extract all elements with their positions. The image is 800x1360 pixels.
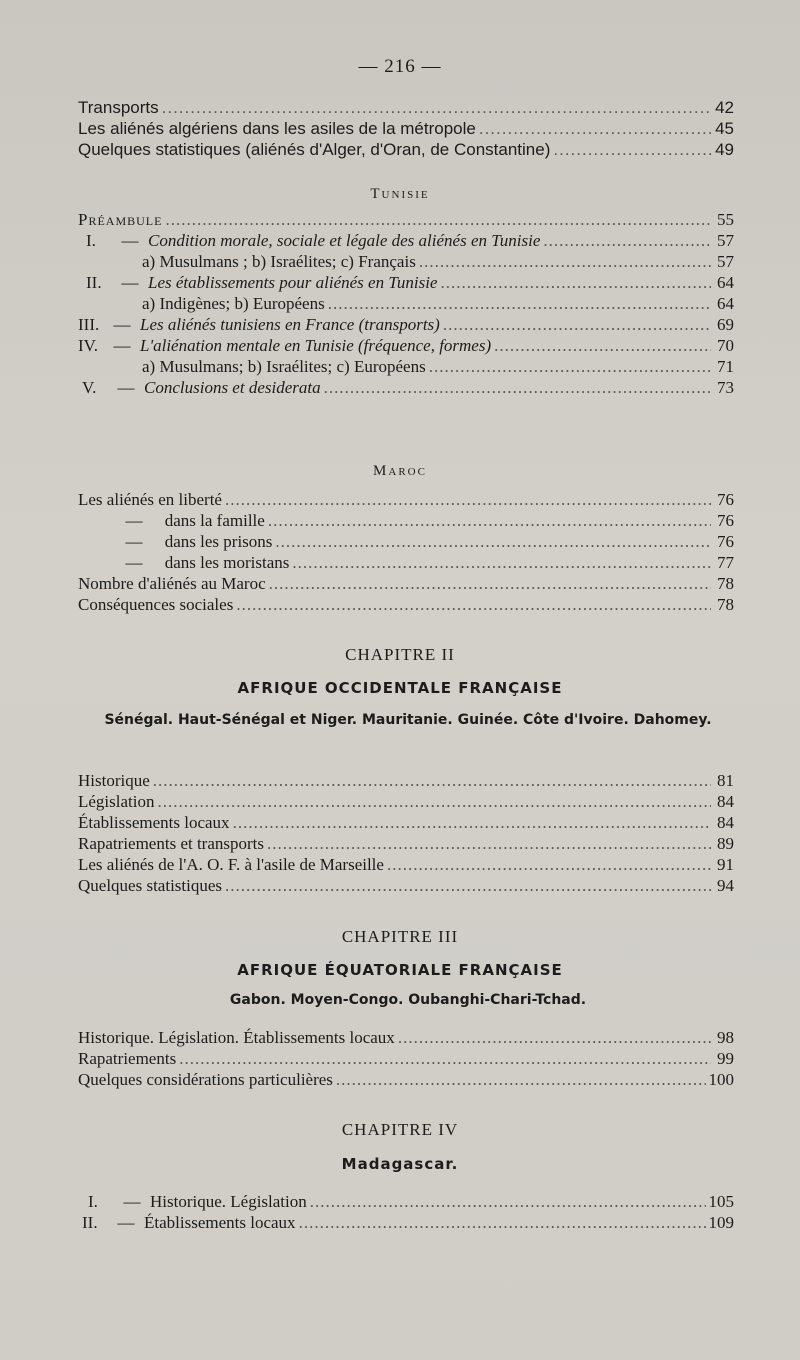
entry-page: 77 — [717, 553, 734, 572]
toc-entry: — dans la famille ..... 76 — [78, 511, 734, 532]
entry-label: Établissements locaux — [144, 1213, 296, 1232]
entry-label: a) Musulmans; b) Israélites; c) Européens — [142, 357, 426, 376]
entry-label: Les aliénés de l'A. O. F. à l'asile de Marseille — [78, 855, 384, 874]
entry-page: 76 — [717, 532, 734, 551]
entry-page: 49 — [715, 140, 734, 159]
entry-label: Conséquences sociales — [78, 595, 234, 614]
entry-label: dans la famille — [164, 511, 265, 530]
entry-number: II. — [86, 273, 102, 292]
entry-label: dans les prisons — [164, 532, 273, 551]
toc-entry — [78, 855, 734, 876]
toc-entry: III. — Les aliénés tunisiens en France (transports) ..... 69 — [78, 315, 734, 336]
entry-label: a) Indigènes; b) Européens — [142, 294, 325, 313]
chapter-heading: CHAPITRE IV — [341, 1120, 459, 1139]
toc-entry — [78, 834, 734, 855]
entry-label: Quelques statistiques — [78, 876, 223, 895]
entry-number: V. — [82, 378, 97, 397]
entry-page: 78 — [717, 574, 734, 593]
toc-entry: — dans les prisons ..... 76 — [78, 532, 734, 553]
entry-page: 76 — [717, 490, 734, 509]
entry-label: a) Musulmans ; b) Israélites; c) Français — [142, 252, 416, 271]
section-heading-tunisie: Tunisie — [370, 186, 430, 202]
entry-number: IV. — [78, 336, 98, 355]
entry-page: 76 — [717, 511, 734, 530]
chapter-heading: CHAPITRE II — [345, 645, 455, 664]
chapter-title: AFRIQUE OCCIDENTALE FRANÇAISE — [237, 679, 563, 697]
toc-entry — [78, 490, 734, 511]
toc-entry — [78, 876, 734, 897]
toc-entry: IV. — L'aliénation mentale en Tunisie (fréquence, formes) ..... 70 — [78, 336, 734, 357]
entry-page: 42 — [715, 98, 734, 117]
entry-page: 64 — [717, 273, 734, 292]
toc-entry — [78, 792, 734, 813]
entry-page: 100 — [708, 1070, 734, 1089]
tunisie-entries — [78, 210, 734, 399]
chap2-entries — [78, 771, 734, 897]
entry-page: 78 — [717, 595, 734, 614]
toc-entry — [78, 771, 734, 792]
top-entries — [78, 98, 734, 161]
entry-page: 98 — [717, 1028, 734, 1047]
entry-label: Nombre d'aliénés au Maroc — [78, 574, 266, 593]
toc-entry — [78, 140, 734, 161]
entry-label: Transports — [78, 98, 159, 117]
chapter-title: AFRIQUE ÉQUATORIALE FRANÇAISE — [237, 961, 563, 979]
toc-entry: II. — Les établissements pour aliénés en Tunisie ..... 64 — [78, 273, 734, 294]
toc-entry — [78, 357, 734, 378]
toc-entry: I. — Condition morale, sociale et légale des aliénés en Tunisie ..... 57 — [78, 231, 734, 252]
entry-label: Conclusions et desiderata — [144, 378, 321, 397]
maroc-entries — [78, 490, 734, 616]
entry-label: Législation — [78, 792, 155, 811]
entry-number: III. — [78, 315, 100, 334]
entry-page: 73 — [717, 378, 734, 397]
entry-number: I. — [88, 1192, 98, 1211]
chapter-title: Madagascar. — [341, 1155, 459, 1173]
chapter-subtitle: Gabon. Moyen-Congo. Oubanghi-Chari-Tchad. — [229, 992, 587, 1008]
entry-page: 57 — [717, 252, 734, 271]
entry-page: 89 — [717, 834, 734, 853]
toc-entry — [78, 98, 734, 119]
toc-entry — [78, 252, 734, 273]
toc-entry — [78, 1049, 734, 1070]
toc-entry — [78, 1070, 734, 1091]
entry-label: Historique. Législation — [150, 1192, 307, 1211]
toc-entry — [78, 813, 734, 834]
entry-label: L'aliénation mentale en Tunisie (fréquence, formes) — [140, 336, 492, 355]
toc-entry: — dans les moristans ..... 77 — [78, 553, 734, 574]
chapter-subtitle: Sénégal. Haut-Sénégal et Niger. Mauritanie. Guinée. Côte d'Ivoire. Dahomey. — [104, 712, 712, 728]
entry-page: 84 — [717, 813, 734, 832]
entry-page: 55 — [717, 210, 734, 229]
entry-label: Les aliénés tunisiens en France (transports) — [140, 315, 440, 334]
entry-label: Quelques considérations particulières — [78, 1070, 333, 1089]
entry-page: 109 — [708, 1213, 734, 1232]
entry-label: Rapatriements et transports — [78, 834, 265, 853]
page-number: — 216 — — [358, 56, 442, 77]
entry-label: Rapatriements — [78, 1049, 177, 1068]
entry-label: Préambule — [78, 210, 163, 229]
entry-label: Historique. Législation. Établissements locaux — [78, 1028, 395, 1047]
toc-entry — [78, 595, 734, 616]
chapter-heading: CHAPITRE III — [341, 927, 459, 946]
toc-entry — [78, 294, 734, 315]
entry-page: 45 — [715, 119, 734, 138]
toc-entry — [78, 119, 734, 140]
entry-label: Condition morale, sociale et légale des aliénés en Tunisie — [148, 231, 541, 250]
entry-label: Les aliénés algériens dans les asiles de la métropole — [78, 119, 476, 138]
chap3-entries — [78, 1028, 734, 1091]
toc-entry: V. — Conclusions et desiderata ..... 73 — [78, 378, 734, 399]
toc-entry: II. — Établissements locaux ..... 109 — [78, 1213, 734, 1234]
entry-label: Les aliénés en liberté — [78, 490, 222, 509]
section-heading-maroc: Maroc — [373, 463, 427, 479]
entry-page: 81 — [717, 771, 734, 790]
entry-label: Quelques statistiques (aliénés d'Alger, d'Oran, de Constantine) — [78, 140, 551, 159]
toc-entry: I. — Historique. Législation ..... 105 — [78, 1192, 734, 1213]
entry-page: 99 — [717, 1049, 734, 1068]
entry-label: Les établissements pour aliénés en Tunisie — [148, 273, 438, 292]
chap4-entries — [78, 1192, 734, 1234]
entry-number: II. — [82, 1213, 98, 1232]
entry-page: 71 — [717, 357, 734, 376]
entry-label: Établissements locaux — [78, 813, 230, 832]
entry-page: 70 — [717, 336, 734, 355]
entry-page: 69 — [717, 315, 734, 334]
toc-entry — [78, 210, 734, 231]
toc-entry — [78, 1028, 734, 1049]
entry-label: dans les moristans — [164, 553, 290, 572]
toc-entry — [78, 574, 734, 595]
entry-page: 105 — [708, 1192, 734, 1211]
entry-page: 94 — [717, 876, 734, 895]
entry-number: I. — [86, 231, 96, 250]
entry-page: 84 — [717, 792, 734, 811]
entry-page: 57 — [717, 231, 734, 250]
entry-page: 64 — [717, 294, 734, 313]
entry-label: Historique — [78, 771, 150, 790]
entry-page: 91 — [717, 855, 734, 874]
